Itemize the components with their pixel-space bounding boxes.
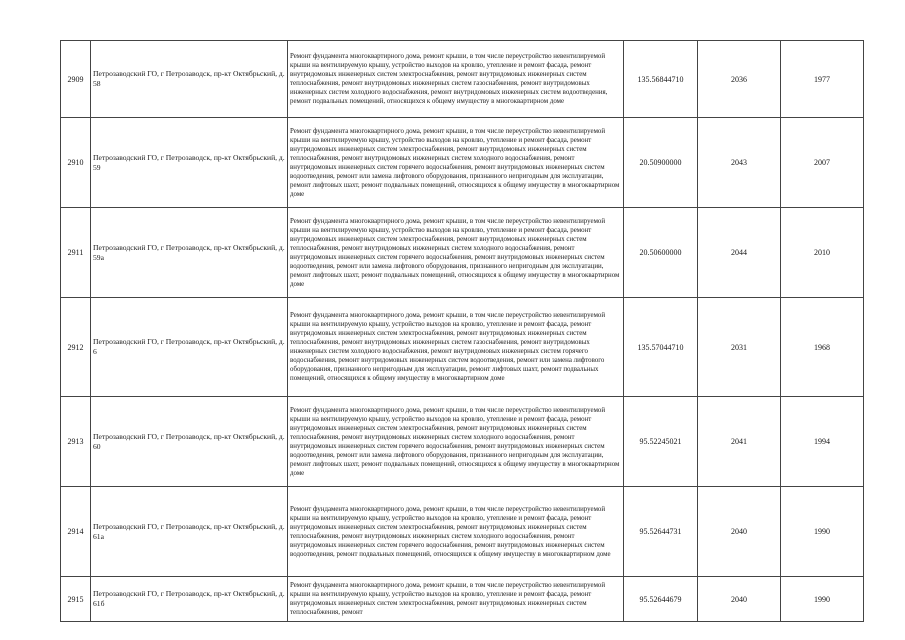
address-cell bbox=[91, 41, 288, 118]
works-cell bbox=[288, 487, 624, 577]
built-year-cell: 2007 bbox=[781, 118, 864, 208]
built-year-cell: 2010 bbox=[781, 208, 864, 298]
planned-year-cell: 2031 bbox=[698, 298, 781, 397]
works-cell bbox=[288, 298, 624, 397]
address-cell bbox=[91, 118, 288, 208]
works-cell bbox=[288, 577, 624, 622]
address-cell bbox=[91, 397, 288, 487]
address-cell bbox=[91, 487, 288, 577]
address-text: Петрозаводский ГО, г Петрозаводск, пр-кт Октябрьский, д. 59 bbox=[93, 152, 285, 172]
cost-cell: 95.52644731 bbox=[624, 487, 698, 577]
cost-cell: 20.50900000 bbox=[624, 118, 698, 208]
works-cell bbox=[288, 208, 624, 298]
works-text: Ремонт фундамента многоквартирного дома, ремонт крыши, в том числе переустройство невентилируемой крыши на вентилируемую крышу, устройство выходов на кровлю, утепление и ремонт фасада, ремонт внутридомовых инженерных систем электроснабжения, ремонт внутридомовых инженерных систем теплоснабжения, ремонт внутридомовых инженерных систем газоснабжения, ремонт внутридомовых инженерных систем холодного водоснабжения, ремонт внутридомовых инженерных систем горячего водоснабжения, ремонт внутридомовых инженерных систем водоотведения, ремонт или замена лифтового оборудования, признанного непригодным для эксплуатации, ремонт лифтовых шахт, ремонт подвальных помещений, относящихся к общему имуществу в многоквартирном доме bbox=[290, 312, 606, 382]
address-text: Петрозаводский ГО, г Петрозаводск, пр-кт Октябрьский, д. 6 bbox=[93, 337, 285, 356]
address-text: Петрозаводский ГО, г Петрозаводск, пр-кт Октябрьский, д. 59а bbox=[93, 242, 285, 262]
works-text: Ремонт фундамента многоквартирного дома, ремонт крыши, в том числе переустройство невентилируемой крыши на вентилируемую крышу, устройство выходов на кровлю, утепление и ремонт фасада, ремонт внутридомовых инженерных систем электроснабжения, ремонт внутридомовых инженерных систем теплоснабжения, ремонт внутридомовых инженерных систем газоснабжения, ремонт внутридомовых инженерных систем холодного водоснабжения, ремонт внутридомовых инженерных систем водоотведения, ремонт подвальных помещений, относящихся к общему имуществу в многоквартирном доме bbox=[290, 53, 608, 105]
built-year-cell: 1990 bbox=[781, 577, 864, 622]
works-cell bbox=[288, 397, 624, 487]
works-text: Ремонт фундамента многоквартирного дома, ремонт крыши, в том числе переустройство невентилируемой крыши на вентилируемую крышу, устройство выходов на кровлю, утепление и ремонт фасада, ремонт внутридомовых инженерных систем электроснабжения, ремонт внутридомовых инженерных систем теплоснабжения, ремонт внутридомовых инженерных систем холодного водоснабжения, ремонт внутридомовых инженерных систем горячего водоснабжения, ремонт внутридомовых инженерных систем водоотведения, ремонт или замена лифтового оборудования, признанного непригодным для эксплуатации, ремонт лифтовых шахт, ремонт подвальных помещений, относящихся к общему имуществу в многоквартирном доме bbox=[290, 217, 620, 288]
row-number: 2914 bbox=[61, 487, 91, 577]
works-cell bbox=[288, 41, 624, 118]
built-year-cell: 1990 bbox=[781, 487, 864, 577]
row-number: 2911 bbox=[61, 208, 91, 298]
address-text: Петрозаводский ГО, г Петрозаводск, пр-кт Октябрьский, д. 60 bbox=[93, 431, 285, 451]
repair-program-table bbox=[60, 40, 864, 622]
planned-year-cell: 2040 bbox=[698, 577, 781, 622]
table-row bbox=[61, 208, 864, 298]
planned-year-cell: 2040 bbox=[698, 487, 781, 577]
table-row bbox=[61, 487, 864, 577]
address-cell bbox=[91, 208, 288, 298]
table-row bbox=[61, 118, 864, 208]
planned-year-cell: 2043 bbox=[698, 118, 781, 208]
address-cell bbox=[91, 298, 288, 397]
row-number: 2910 bbox=[61, 118, 91, 208]
address-text: Петрозаводский ГО, г Петрозаводск, пр-кт Октябрьский, д. 61б bbox=[93, 589, 285, 608]
row-number: 2913 bbox=[61, 397, 91, 487]
cost-cell: 135.57044710 bbox=[624, 298, 698, 397]
table-row bbox=[61, 397, 864, 487]
works-cell bbox=[288, 118, 624, 208]
cost-cell: 20.50600000 bbox=[624, 208, 698, 298]
address-text: Петрозаводский ГО, г Петрозаводск, пр-кт Октябрьский, д. 61а bbox=[93, 521, 285, 541]
built-year-cell: 1994 bbox=[781, 397, 864, 487]
row-number: 2909 bbox=[61, 41, 91, 118]
address-text: Петрозаводский ГО, г Петрозаводск, пр-кт Октябрьский, д. 58 bbox=[93, 69, 285, 88]
table-row bbox=[61, 298, 864, 397]
cost-cell: 95.52245021 bbox=[624, 397, 698, 487]
built-year-cell: 1968 bbox=[781, 298, 864, 397]
table-row bbox=[61, 577, 864, 622]
row-number: 2915 bbox=[61, 577, 91, 622]
row-number: 2912 bbox=[61, 298, 91, 397]
planned-year-cell: 2041 bbox=[698, 397, 781, 487]
cost-cell: 135.56844710 bbox=[624, 41, 698, 118]
address-cell bbox=[91, 577, 288, 622]
works-text: Ремонт фундамента многоквартирного дома, ремонт крыши, в том числе переустройство невентилируемой крыши на вентилируемую крышу, устройство выходов на кровлю, утепление и ремонт фасада, ремонт внутридомовых инженерных систем электроснабжения, ремонт внутридомовых инженерных систем теплоснабжения, ремонт внутридомовых инженерных систем холодного водоснабжения, ремонт внутридомовых инженерных систем горячего водоснабжения, ремонт внутридомовых инженерных систем водоотведения, ремонт или замена лифтового оборудования, признанного непригодным для эксплуатации, ремонт лифтовых шахт, ремонт подвальных помещений, относящихся к общему имуществу в многоквартирном доме bbox=[290, 406, 620, 477]
works-text: Ремонт фундамента многоквартирного дома, ремонт крыши, в том числе переустройство невентилируемой крыши на вентилируемую крышу, устройство выходов на кровлю, утепление и ремонт фасада, ремонт внутридомовых инженерных систем электроснабжения, ремонт внутридомовых инженерных систем теплоснабжения, ремонт внутридомовых инженерных систем холодного водоснабжения, ремонт внутридомовых инженерных систем горячего водоснабжения, ремонт внутридомовых инженерных систем водоотведения, ремонт или замена лифтового оборудования, признанного непригодным для эксплуатации, ремонт лифтовых шахт, ремонт подвальных помещений, относящихся к общему имуществу в многоквартирном доме bbox=[290, 127, 620, 198]
planned-year-cell: 2044 bbox=[698, 208, 781, 298]
planned-year-cell: 2036 bbox=[698, 41, 781, 118]
table-row bbox=[61, 41, 864, 118]
works-text: Ремонт фундамента многоквартирного дома, ремонт крыши, в том числе переустройство невентилируемой крыши на вентилируемую крышу, устройство выходов на кровлю, утепление и ремонт фасада, ремонт внутридомовых инженерных систем электроснабжения, ремонт внутридомовых инженерных систем теплоснабжения, ремонт внутридомовых инженерных систем холодного водоснабжения, ремонт внутридомовых инженерных систем горячего водоснабжения, ремонт внутридомовых инженерных систем водоотведения, ремонт подвальных помещений, относящихся к общему имуществу в многоквартирном доме bbox=[290, 505, 611, 558]
works-text: Ремонт фундамента многоквартирного дома, ремонт крыши, в том числе переустройство невентилируемой крыши на вентилируемую крышу, устройство выходов на кровлю, утепление и ремонт фасада, ремонт внутридомовых инженерных систем электроснабжения, ремонт внутридомовых инженерных систем теплоснабжения, ремонт bbox=[290, 582, 606, 616]
built-year-cell: 1977 bbox=[781, 41, 864, 118]
cost-cell: 95.52644679 bbox=[624, 577, 698, 622]
